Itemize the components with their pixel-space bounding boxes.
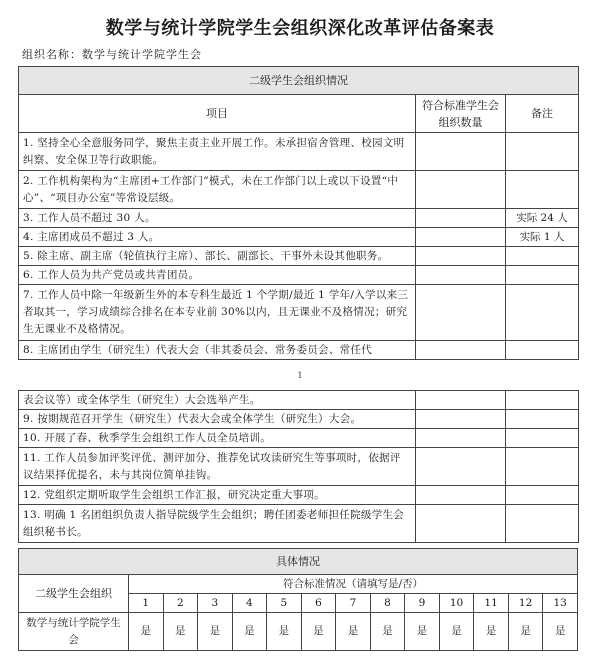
count-cell[interactable] bbox=[416, 410, 506, 429]
requirement-item-11: 11. 工作人员参加评奖评优、测评加分、推荐免试攻读研究生等事项时，依据评议结果择优提名，未与其岗位简单挂钩。 bbox=[19, 448, 416, 486]
section-header-level2: 二级学生会组织情况 bbox=[19, 67, 579, 95]
count-cell[interactable] bbox=[416, 228, 506, 247]
page-number: 1 bbox=[297, 371, 303, 380]
column-header-item: 项目 bbox=[19, 95, 416, 133]
criterion-number-6: 6 bbox=[301, 594, 336, 613]
note-cell[interactable]: 实际 24 人 bbox=[506, 209, 579, 228]
note-cell[interactable] bbox=[506, 247, 579, 266]
compliance-answer-9[interactable]: 是 bbox=[405, 613, 440, 651]
criterion-number-1: 1 bbox=[129, 594, 164, 613]
compliance-answer-3[interactable]: 是 bbox=[198, 613, 233, 651]
specific-situation-table bbox=[18, 548, 578, 651]
requirement-item-10: 10. 开展了春、秋季学生会组织工作人员全员培训。 bbox=[19, 429, 416, 448]
criterion-number-4: 4 bbox=[232, 594, 267, 613]
note-cell[interactable] bbox=[506, 171, 579, 209]
note-cell[interactable] bbox=[506, 410, 579, 429]
requirements-table bbox=[18, 66, 579, 360]
count-cell[interactable] bbox=[416, 341, 506, 360]
requirement-item-7: 7. 工作人员中除一年级新生外的本专科生最近 1 个学期/最近 1 学年/入学以来三者取其一，学习成绩综合排名在本专业前 30%以内，且无课业不及格情况；研究生无课业不及格情况。 bbox=[19, 285, 416, 341]
column-header-count: 符合标准学生会组织数量 bbox=[416, 95, 506, 133]
compliance-answer-2[interactable]: 是 bbox=[163, 613, 198, 651]
count-cell[interactable] bbox=[416, 133, 506, 171]
compliance-answer-13[interactable]: 是 bbox=[543, 613, 578, 651]
requirement-item-9: 9. 按期规范召开学生（研究生）代表大会或全体学生（研究生）大会。 bbox=[19, 410, 416, 429]
criterion-number-10: 10 bbox=[439, 594, 474, 613]
criterion-number-5: 5 bbox=[267, 594, 302, 613]
note-cell[interactable] bbox=[506, 429, 579, 448]
count-cell[interactable] bbox=[416, 209, 506, 228]
compliance-answer-6[interactable]: 是 bbox=[301, 613, 336, 651]
criterion-number-9: 9 bbox=[405, 594, 440, 613]
compliance-answer-1[interactable]: 是 bbox=[129, 613, 164, 651]
count-cell[interactable] bbox=[416, 486, 506, 505]
note-cell[interactable] bbox=[506, 505, 579, 543]
requirement-item-8-continued: 表会议等）或全体学生（研究生）大会选举产生。 bbox=[19, 391, 416, 410]
requirement-item-13: 13. 明确 1 名团组织负责人指导院级学生会组织；聘任团委老师担任院级学生会组织秘书长。 bbox=[19, 505, 416, 543]
criterion-number-12: 12 bbox=[508, 594, 543, 613]
organization-name: 组织名称：数学与统计学院学生会 bbox=[22, 48, 202, 61]
column-header-org: 二级学生会组织 bbox=[19, 575, 129, 613]
column-header-compliance: 符合标准情况（请填写是/否） bbox=[129, 575, 578, 594]
column-header-note: 备注 bbox=[506, 95, 579, 133]
compliance-answer-11[interactable]: 是 bbox=[474, 613, 509, 651]
compliance-answer-10[interactable]: 是 bbox=[439, 613, 474, 651]
count-cell[interactable] bbox=[416, 505, 506, 543]
count-cell[interactable] bbox=[416, 448, 506, 486]
criterion-number-2: 2 bbox=[163, 594, 198, 613]
requirement-item-2: 2. 工作机构架构为“主席团+工作部门”模式，未在工作部门以上或以下设置“中心”、“项目办公室”等常设层级。 bbox=[19, 171, 416, 209]
count-cell[interactable] bbox=[416, 391, 506, 410]
compliance-answer-5[interactable]: 是 bbox=[267, 613, 302, 651]
count-cell[interactable] bbox=[416, 429, 506, 448]
requirement-item-6: 6. 工作人员为共产党员或共青团员。 bbox=[19, 266, 416, 285]
compliance-answer-8[interactable]: 是 bbox=[370, 613, 405, 651]
count-cell[interactable] bbox=[416, 171, 506, 209]
requirement-item-5: 5. 除主席、副主席（轮值执行主席）、部长、副部长、干事外未设其他职务。 bbox=[19, 247, 416, 266]
note-cell[interactable] bbox=[506, 285, 579, 341]
criterion-number-7: 7 bbox=[336, 594, 371, 613]
criterion-number-3: 3 bbox=[198, 594, 233, 613]
note-cell[interactable] bbox=[506, 266, 579, 285]
section-header-specific: 具体情况 bbox=[19, 549, 578, 575]
note-cell[interactable] bbox=[506, 341, 579, 360]
count-cell[interactable] bbox=[416, 266, 506, 285]
compliance-answer-12[interactable]: 是 bbox=[508, 613, 543, 651]
requirement-item-12: 12. 党组织定期听取学生会组织工作汇报，研究决定重大事项。 bbox=[19, 486, 416, 505]
compliance-answer-4[interactable]: 是 bbox=[232, 613, 267, 651]
note-cell[interactable] bbox=[506, 486, 579, 505]
note-cell[interactable] bbox=[506, 391, 579, 410]
count-cell[interactable] bbox=[416, 285, 506, 341]
note-cell[interactable] bbox=[506, 133, 579, 171]
requirements-table-continued bbox=[18, 390, 579, 543]
requirement-item-1: 1. 坚持全心全意服务同学，聚焦主责主业开展工作。未承担宿舍管理、校园文明纠察、安全保卫等行政职能。 bbox=[19, 133, 416, 171]
requirement-item-3: 3. 工作人员不超过 30 人。 bbox=[19, 209, 416, 228]
criterion-number-13: 13 bbox=[543, 594, 578, 613]
page-title: 数学与统计学院学生会组织深化改革评估备案表 bbox=[105, 18, 495, 39]
compliance-answer-7[interactable]: 是 bbox=[336, 613, 371, 651]
requirement-item-8: 8. 主席团由学生（研究生）代表大会（非其委员会、常务委员会、常任代 bbox=[19, 341, 416, 360]
org-name-cell: 数学与统计学院学生会 bbox=[19, 613, 129, 651]
note-cell[interactable] bbox=[506, 448, 579, 486]
criterion-number-11: 11 bbox=[474, 594, 509, 613]
requirement-item-4: 4. 主席团成员不超过 3 人。 bbox=[19, 228, 416, 247]
criterion-number-8: 8 bbox=[370, 594, 405, 613]
note-cell[interactable]: 实际 1 人 bbox=[506, 228, 579, 247]
count-cell[interactable] bbox=[416, 247, 506, 266]
